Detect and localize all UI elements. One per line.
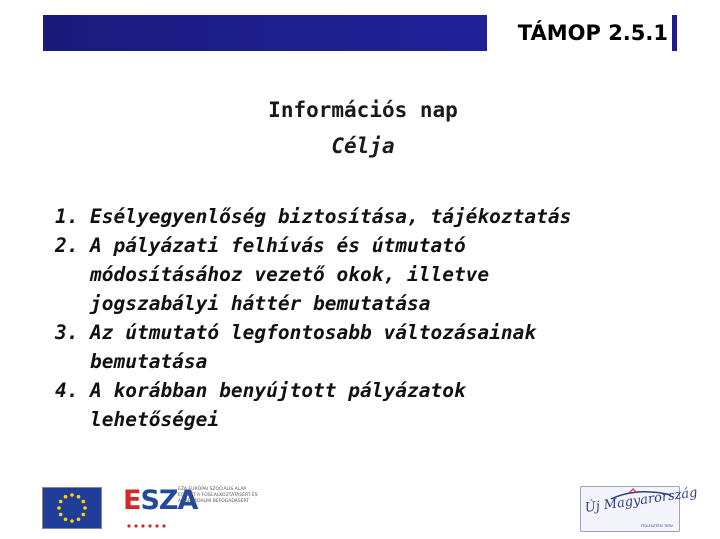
esza-tagline-line: EGYÜTT A FOGLALKOZTATÁSÉRT ÉS (178, 493, 258, 498)
esza-tagline (178, 487, 263, 505)
eu-flag-logo (42, 487, 102, 529)
esza-tagline-line: A TÁRSADALMI BEFOGADÁSÉRT (178, 499, 250, 504)
program-code: TÁMOP 2.5.1 (487, 15, 677, 51)
eu-stars-icon (43, 488, 101, 528)
slide-subtitle: Célja (331, 134, 395, 158)
agenda-item (55, 376, 695, 434)
agenda-text: Az útmutató legfontosabb változásainak (90, 321, 537, 344)
esza-wordmark-initial: E (123, 485, 141, 516)
slide-title: Információs nap (268, 98, 458, 122)
agenda-number: 3. (55, 321, 79, 344)
new-hungary-logo (580, 485, 699, 532)
esza-stars-icon (125, 521, 177, 531)
esza-logo (123, 483, 263, 533)
agenda-text: lehetőségei (90, 408, 220, 431)
agenda-item (55, 231, 695, 318)
new-hungary-sub: FEJLESZTÉSI TERV (641, 524, 673, 528)
agenda-text: Esélyegyenlőség biztosítása, tájékoztatás (90, 205, 572, 228)
agenda-item (55, 318, 695, 376)
new-hungary-wordmark: Új Magyarország (583, 485, 699, 516)
esza-tagline-line: EZA EURÓPAI SZOCIÁLIS ALAP (178, 487, 247, 492)
agenda-text: módosításához vezető okok, illetve (90, 263, 490, 286)
agenda-item (55, 202, 695, 231)
header-band (43, 15, 677, 51)
agenda-text: A pályázati felhívás és útmutató (90, 234, 466, 257)
agenda-number: 1. (55, 205, 79, 228)
agenda-text: A korábban benyújtott pályázatok (90, 379, 466, 402)
agenda-number: 2. (55, 234, 79, 257)
agenda-list (55, 202, 695, 434)
agenda-text: bemutatása (90, 350, 208, 373)
agenda-number: 4. (55, 379, 79, 402)
agenda-text: jogszabályi háttér bemutatása (90, 292, 431, 315)
esza-wordmark-rest: SZA (140, 485, 198, 516)
